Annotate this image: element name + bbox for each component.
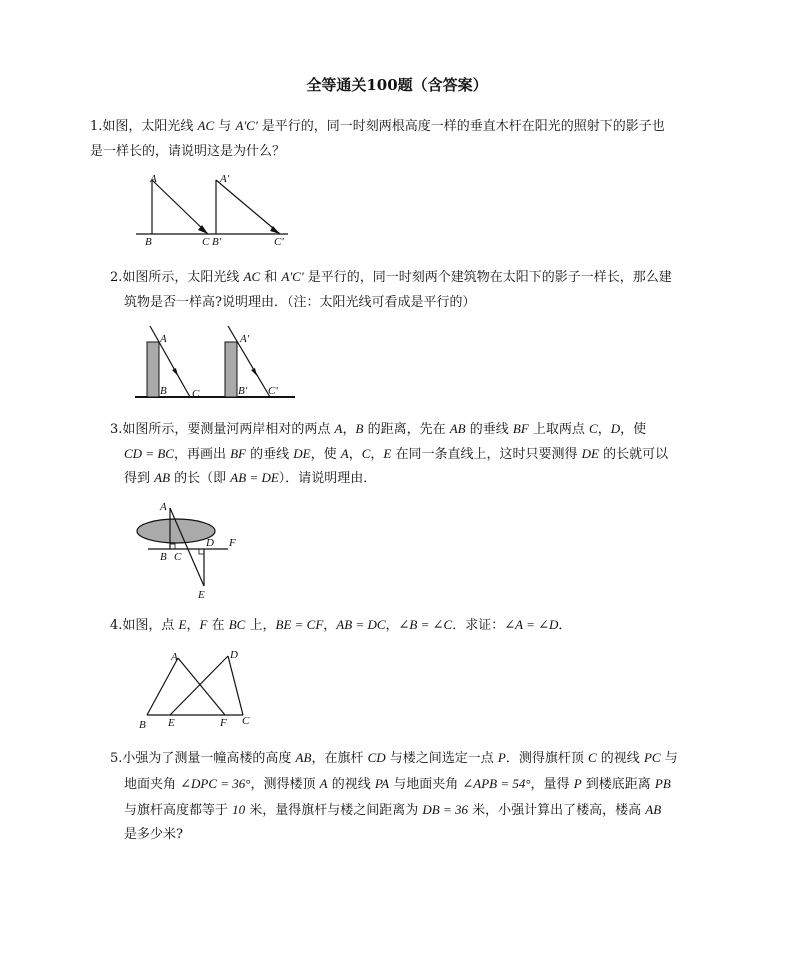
problem-number: 2. xyxy=(110,270,123,285)
label-B: B xyxy=(160,385,167,397)
problem-1-line-1: 1.如图，太阳光线 AC 与 A'C' 是平行的，同一时刻两根高度一样的垂直木杆在阳光的照射下的影子也 xyxy=(90,118,665,134)
figure-4 xyxy=(135,646,260,731)
problem-2-line-2: 筑物是否一样高?说明理由．（注：太阳光线可看成是平行的） xyxy=(124,295,476,310)
label-A: A xyxy=(160,501,167,513)
label-F: F xyxy=(229,537,236,549)
label-B: B xyxy=(139,719,146,731)
problem-2-line-1: 2.如图所示，太阳光线 AC 和 A'C' 是平行的，同一时刻两个建筑物在太阳下的影子一样长，那么建 xyxy=(110,269,672,285)
label-C-prime: C' xyxy=(274,236,284,248)
label-D: D xyxy=(230,649,238,661)
problem-3-line-3: 得到 AB 的长（即 AB = DE）．请说明理由． xyxy=(124,470,377,486)
label-A-prime: A' xyxy=(220,173,230,185)
problem-5-line-2: 地面夹角 ∠DPC = 36°，测得楼顶 A 的视线 PA 与地面夹角 ∠APB = 54°，量得 P 到楼底距离 PB xyxy=(124,776,671,792)
label-C: C xyxy=(202,236,210,248)
label-D: D xyxy=(206,537,214,549)
problem-number: 1. xyxy=(90,119,103,134)
problem-5-line-4: 是多少米? xyxy=(124,827,183,842)
page-title: 全等通关100题（含答案） xyxy=(306,76,488,94)
label-C-prime: C' xyxy=(268,385,278,397)
label-B-prime: B' xyxy=(212,236,222,248)
label-B: B xyxy=(160,551,167,563)
label-B: B xyxy=(145,236,152,248)
problem-1-line-2: 是一样长的，请说明这是为什么？ xyxy=(90,144,286,159)
label-A: A xyxy=(160,333,167,345)
problem-number: 4. xyxy=(110,618,123,633)
label-B-prime: B' xyxy=(238,385,248,397)
label-C: C xyxy=(174,551,182,563)
problem-4-line-1: 4.如图，点 E，F 在 BC 上，BE = CF，AB = DC，∠B = ∠C．求证：∠A = ∠D． xyxy=(110,617,572,633)
problem-3-line-2: CD = BC，再画出 BF 的垂线 DE，使 A，C，E 在同一条直线上，这时只要测得 DE 的长就可以 xyxy=(124,446,669,462)
label-E: E xyxy=(198,589,205,601)
figure-1 xyxy=(130,170,300,250)
label-F: F xyxy=(220,717,227,729)
figure-2 xyxy=(130,320,300,400)
figure-3 xyxy=(140,498,250,602)
label-A: A xyxy=(171,651,178,663)
label-C: C xyxy=(192,388,200,400)
problem-number: 5. xyxy=(110,751,123,766)
problem-5-line-3: 与旗杆高度都等于 10 米，量得旗杆与楼之间距离为 DB = 36 米，小强计算出了楼高，楼高 AB xyxy=(124,802,662,818)
problem-3-line-1: 3.如图所示，要测量河两岸相对的两点 A，B 的距离，先在 AB 的垂线 BF 上取两点 C，D，使 xyxy=(110,421,647,437)
label-A-prime: A' xyxy=(240,333,250,345)
label-A: A xyxy=(150,173,157,185)
label-C: C xyxy=(242,715,250,727)
problem-5-line-1: 5.小强为了测量一幢高楼的高度 AB，在旗杆 CD 与楼之间选定一点 P．测得旗杆顶 C 的视线 PC 与 xyxy=(110,750,678,766)
problem-number: 3. xyxy=(110,422,123,437)
label-E: E xyxy=(168,717,175,729)
